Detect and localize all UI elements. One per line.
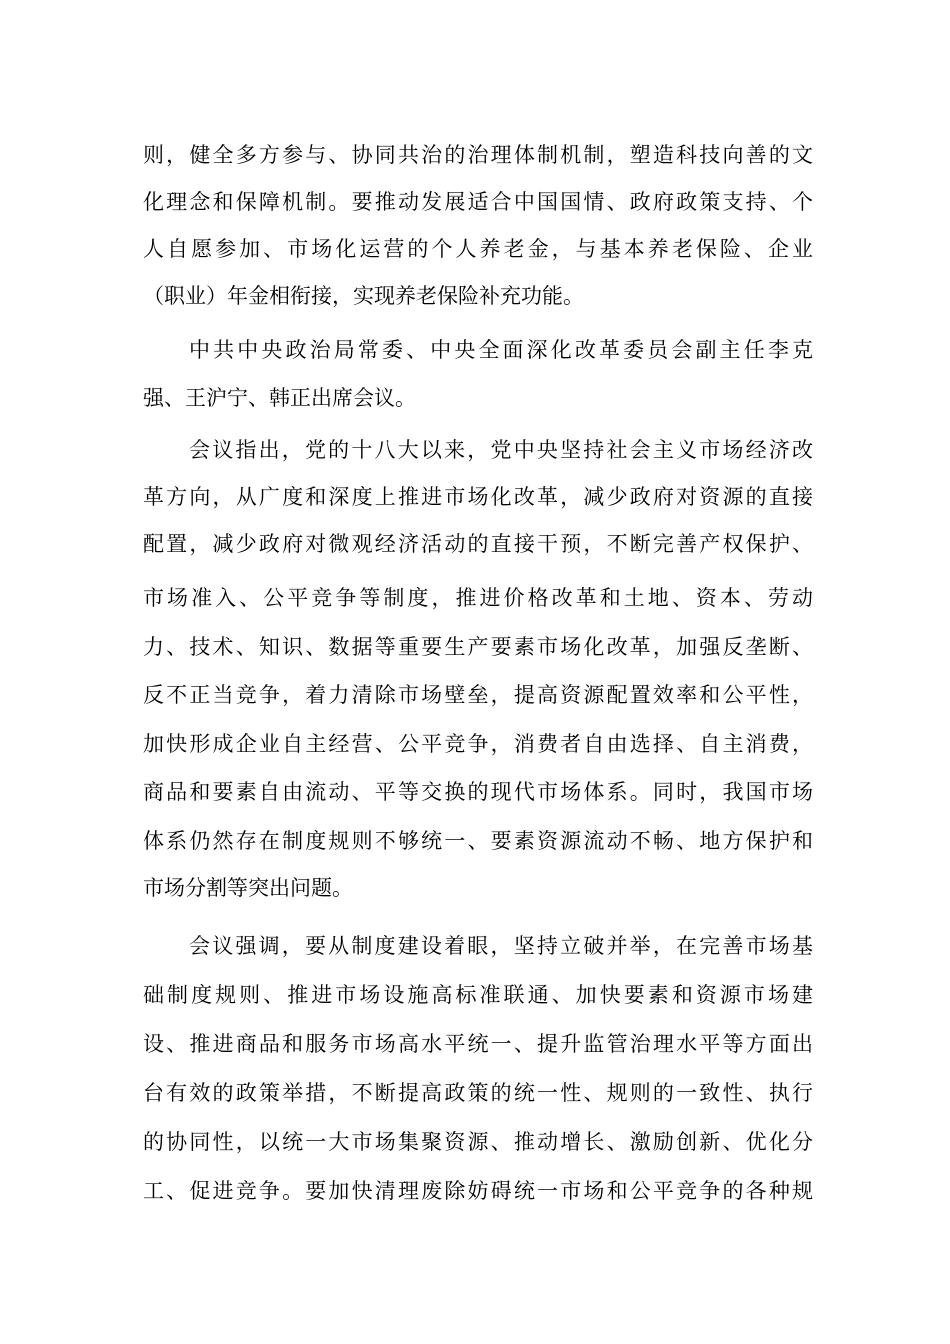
text-line: 工、促进竞争。要加快清理废除妨碍统一市场和公平竞争的各种规 — [143, 1179, 813, 1203]
text-line: 则，健全多方参与、协同共治的治理体制机制，塑造科技向善的文 — [143, 143, 813, 167]
paragraph-first-line: 会议强调，要从制度建设着眼，坚持立破并举，在完善市场基 — [189, 934, 813, 958]
text-line: 配置，减少政府对微观经济活动的直接干预，不断完善产权保护、 — [143, 532, 813, 556]
text-line: 革方向，从广度和深度上推进市场化改革，减少政府对资源的直接 — [143, 485, 813, 509]
text-line: 化理念和保障机制。要推动发展适合中国国情、政府政策支持、个 — [143, 190, 813, 214]
text-line: 市场分割等突出问题。 — [143, 876, 353, 900]
text-line: （职业）年金相衔接，实现养老保险补充功能。 — [143, 284, 584, 308]
text-line: 加快形成企业自主经营、公平竞争，消费者自由选择、自主消费， — [143, 732, 813, 756]
text-line: 台有效的政策举措，不断提高政策的统一性、规则的一致性、执行 — [143, 1081, 813, 1105]
text-line: 商品和要素自由流动、平等交换的现代市场体系。同时，我国市场 — [143, 780, 813, 804]
text-line: 市场准入、公平竞争等制度，推进价格改革和土地、资本、劳动 — [143, 586, 813, 610]
text-line: 反不正当竞争，着力清除市场壁垒，提高资源配置效率和公平性， — [143, 683, 813, 707]
paragraph-first-line: 中共中央政治局常委、中央全面深化改革委员会副主任李克 — [189, 338, 813, 362]
text-line: 的协同性，以统一大市场集聚资源、推动增长、激励创新、优化分 — [143, 1130, 813, 1154]
text-line: 设、推进商品和服务市场高水平统一、提升监管治理水平等方面出 — [143, 1032, 813, 1056]
text-line: 人自愿参加、市场化运营的个人养老金，与基本养老保险、企业 — [143, 237, 813, 261]
text-line: 力、技术、知识、数据等重要生产要素市场化改革，加强反垄断、 — [143, 635, 813, 659]
text-line: 体系仍然存在制度规则不够统一、要素资源流动不畅、地方保护和 — [143, 829, 813, 853]
paragraph-first-line: 会议指出，党的十八大以来，党中央坚持社会主义市场经济改 — [189, 438, 813, 462]
text-line: 强、王沪宁、韩正出席会议。 — [143, 386, 416, 410]
text-line: 础制度规则、推进市场设施高标准联通、加快要素和资源市场建 — [143, 983, 813, 1007]
